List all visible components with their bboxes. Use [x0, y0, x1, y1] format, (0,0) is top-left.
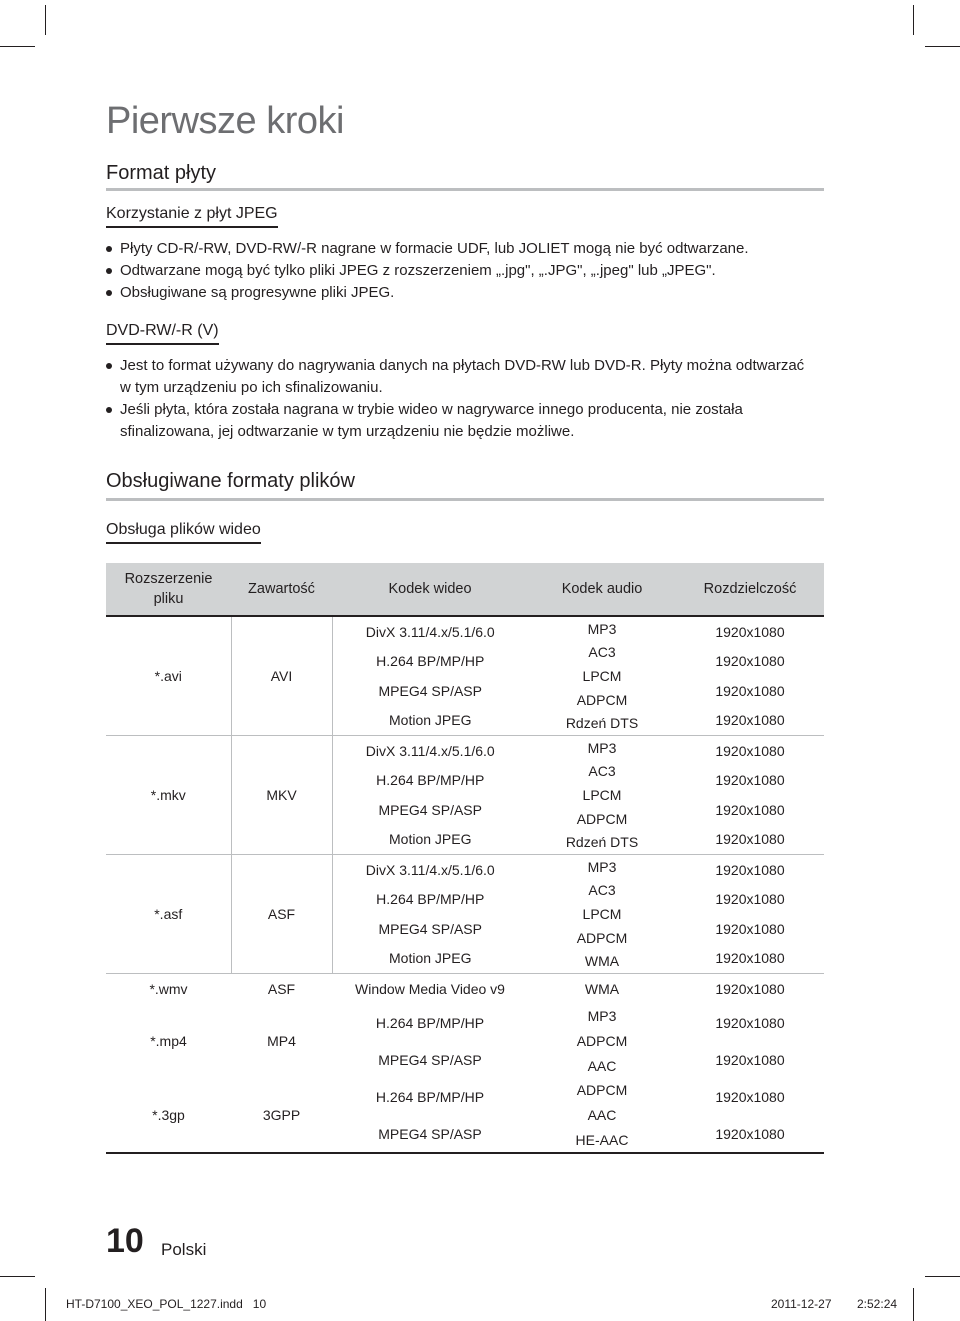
video-codec-cell: [332, 736, 528, 855]
resolution: 1920x1080: [715, 1088, 785, 1105]
resolution: 1920x1080: [715, 801, 785, 818]
video-codec: MPEG4 SP/ASP: [378, 682, 482, 699]
dvdrw-bullet-list: [106, 355, 806, 443]
resolution: 1920x1080: [715, 1051, 785, 1068]
extension-cell: *.wmv: [149, 981, 188, 997]
resolution: 1920x1080: [715, 861, 785, 878]
resolution: 1920x1080: [715, 981, 785, 997]
video-codec: H.264 BP/MP/HP: [376, 891, 485, 908]
table-header-row: [106, 563, 824, 616]
language-label: Polski: [161, 1240, 207, 1259]
table-row: [106, 616, 824, 736]
resolution: 1920x1080: [715, 831, 785, 848]
table-row: [106, 736, 824, 855]
container-cell: MKV: [231, 736, 332, 855]
header-container: Zawartość: [231, 563, 332, 616]
subsection-title-dvdrw: DVD-RW/-R (V): [106, 322, 219, 345]
video-codec: Window Media Video v9: [355, 981, 505, 997]
header-audio-codec: Kodek audio: [528, 563, 676, 616]
audio-codec: AC3: [588, 763, 616, 780]
list-item: Jeśli płyta, która została nagrana w trybie wideo w nagrywarce innego producenta, nie została sfinalizowana, jej odtwarzanie w tym urządzeniu nie będzie możliwe.: [106, 399, 806, 443]
table-row: [106, 1078, 824, 1153]
audio-codec: MP3: [587, 620, 617, 637]
video-codec: MPEG4 SP/ASP: [378, 920, 482, 937]
audio-codec: AC3: [588, 882, 616, 899]
extension-cell: *.asf: [106, 855, 231, 974]
resolution: 1920x1080: [715, 1014, 785, 1031]
crop-mark: [0, 1276, 35, 1277]
video-codec: MPEG4 SP/ASP: [378, 1125, 482, 1142]
section-divider: [106, 498, 824, 501]
crop-mark: [45, 5, 46, 35]
video-codec: Motion JPEG: [389, 950, 472, 967]
audio-codec: AAC: [587, 1106, 617, 1123]
audio-codec-cell: [528, 1004, 676, 1078]
crop-mark: [45, 1288, 46, 1321]
subsection-title-video-files: Obsługa plików wideo: [106, 521, 261, 544]
crop-mark: [925, 46, 960, 47]
table-row: [106, 1004, 824, 1078]
video-codec: DivX 3.11/4.x/5.1/6.0: [365, 623, 495, 640]
container-cell: ASF: [231, 855, 332, 974]
resolution: 1920x1080: [715, 623, 785, 640]
table-row: [106, 974, 824, 1005]
table-row: [106, 855, 824, 974]
audio-codec: WMA: [584, 981, 620, 997]
section-title-file-formats: Obsługiwane formaty plików: [106, 470, 355, 492]
audio-codec: WMA: [584, 953, 620, 970]
audio-codec-cell: [528, 616, 676, 736]
extension-cell: *.3gp: [106, 1078, 231, 1153]
video-codec-cell: [332, 1078, 528, 1153]
resolution: 1920x1080: [715, 653, 785, 670]
slug-filename: HT-D7100_XEO_POL_1227.indd 10: [66, 1297, 267, 1311]
audio-codec-cell: [528, 1078, 676, 1153]
header-extension: Rozszerzenie pliku: [106, 563, 231, 616]
resolution: 1920x1080: [715, 891, 785, 908]
extension-cell: *.mkv: [106, 736, 231, 855]
audio-codec: HE-AAC: [575, 1131, 629, 1148]
audio-codec-cell: [528, 855, 676, 974]
extension-cell: *.avi: [106, 616, 231, 736]
video-codec: DivX 3.11/4.x/5.1/6.0: [365, 861, 495, 878]
section-divider: [106, 188, 824, 191]
audio-codec: MP3: [587, 1008, 617, 1025]
crop-mark: [0, 46, 35, 47]
crop-mark: [925, 1276, 960, 1277]
section-title-disc-format: Format płyty: [106, 162, 217, 184]
list-item: Odtwarzane mogą być tylko pliki JPEG z rozszerzeniem „.jpg", „.JPG", „.jpeg" lub „JPEG".: [106, 260, 806, 282]
list-item: Płyty CD-R/-RW, DVD-RW/-R nagrane w formacie UDF, lub JOLIET mogą nie być odtwarzane.: [106, 238, 806, 260]
resolution-cell: [676, 1004, 824, 1078]
video-codec: H.264 BP/MP/HP: [376, 772, 485, 789]
resolution: 1920x1080: [715, 1125, 785, 1142]
audio-codec: MP3: [587, 739, 617, 756]
audio-codec-cell: [528, 974, 676, 1005]
slug-time: 2:52:24: [857, 1297, 898, 1311]
resolution: 1920x1080: [715, 772, 785, 789]
resolution: 1920x1080: [715, 742, 785, 759]
resolution-cell: [676, 736, 824, 855]
container-cell: 3GPP: [231, 1078, 332, 1153]
video-codec: MPEG4 SP/ASP: [378, 1051, 482, 1068]
video-codec: DivX 3.11/4.x/5.1/6.0: [365, 742, 495, 759]
container-cell: ASF: [267, 981, 296, 997]
video-codec: H.264 BP/MP/HP: [375, 1088, 485, 1105]
video-codec: Motion JPEG: [389, 712, 472, 729]
audio-codec: AC3: [588, 644, 616, 661]
resolution: 1920x1080: [715, 920, 785, 937]
audio-codec-cell: [528, 736, 676, 855]
jpeg-bullet-list: [106, 238, 806, 304]
video-codec: MPEG4 SP/ASP: [378, 801, 482, 818]
crop-mark: [913, 1288, 914, 1321]
audio-codec: AAC: [587, 1057, 617, 1074]
audio-codec: ADPCM: [576, 691, 628, 708]
resolution: 1920x1080: [715, 682, 785, 699]
crop-mark: [913, 5, 914, 35]
audio-codec: ADPCM: [576, 1082, 628, 1099]
video-codec: Motion JPEG: [389, 831, 472, 848]
video-codec: H.264 BP/MP/HP: [375, 1014, 485, 1031]
header-video-codec: Kodek wideo: [332, 563, 528, 616]
extension-cell: *.mp4: [150, 1033, 187, 1049]
audio-codec: MP3: [587, 858, 617, 875]
subsection-title-jpeg: Korzystanie z płyt JPEG: [106, 205, 278, 228]
list-item: Jest to format używany do nagrywania danych na płytach DVD-RW lub DVD-R. Płyty można odtwarzać w tym urządzeniu po ich sfinalizowaniu.: [106, 355, 806, 399]
video-codec-cell: [332, 1004, 528, 1078]
audio-codec: ADPCM: [576, 1032, 628, 1049]
list-item: Obsługiwane są progresywne pliki JPEG.: [106, 282, 806, 304]
page-title: Pierwsze kroki: [106, 100, 344, 142]
container-cell: MP4: [267, 1033, 296, 1049]
resolution-cell: [676, 1078, 824, 1153]
video-codec-cell: [332, 855, 528, 974]
audio-codec: ADPCM: [576, 929, 628, 946]
video-format-table: [106, 563, 824, 1154]
container-cell: AVI: [231, 616, 332, 736]
resolution-cell: [676, 974, 824, 1005]
audio-codec: LPCM: [582, 786, 622, 803]
video-codec-cell: [332, 616, 528, 736]
audio-codec: Rdzeń DTS: [565, 715, 639, 732]
resolution: 1920x1080: [715, 712, 785, 729]
audio-codec: ADPCM: [576, 810, 628, 827]
audio-codec: LPCM: [582, 905, 622, 922]
resolution-cell: [676, 855, 824, 974]
resolution: 1920x1080: [715, 950, 785, 967]
resolution-cell: [676, 616, 824, 736]
slug-date: 2011-12-27: [771, 1297, 832, 1311]
video-codec: H.264 BP/MP/HP: [376, 653, 485, 670]
page-number: 10: [106, 1222, 144, 1260]
audio-codec: LPCM: [582, 667, 622, 684]
video-codec-cell: [332, 974, 528, 1005]
audio-codec: Rdzeń DTS: [565, 834, 639, 851]
header-resolution: Rozdzielczość: [676, 563, 824, 616]
